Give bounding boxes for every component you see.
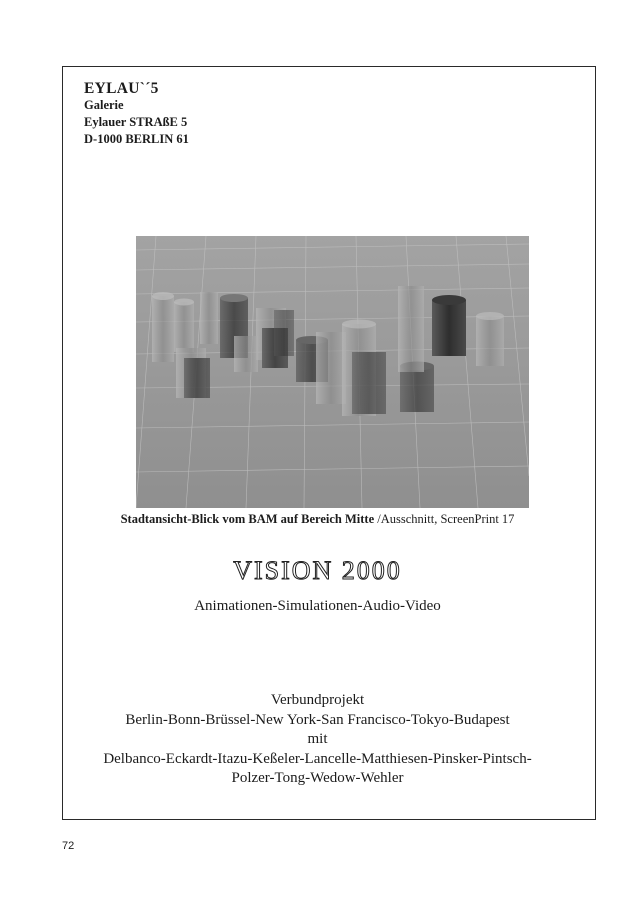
gallery-street: Eylauer STRAßE 5 <box>84 115 188 129</box>
caption-main: Stadtansicht-Blick vom BAM auf Bereich Mitte <box>120 512 375 526</box>
page-number: 72 <box>62 840 75 852</box>
project-connector: mit <box>307 731 328 747</box>
project-heading: Verbundprojekt <box>270 692 365 708</box>
gallery-city: D-1000 BERLIN 61 <box>84 132 189 146</box>
vision-title: VISION 2000 <box>233 556 402 585</box>
gallery-type: Galerie <box>84 98 124 112</box>
image-caption <box>0 512 635 527</box>
project-cities: Berlin-Bonn-Brüssel-New York-San Francisco-Tokyo-Budapest <box>125 711 510 728</box>
project-artists-line2: Polzer-Tong-Wedow-Wehler <box>231 770 404 786</box>
project-artists-line1: Delbanco-Eckardt-Itazu-Keßeler-Lancelle-Matthiesen-Pinsker-Pintsch- <box>103 750 532 767</box>
city-view-image <box>136 236 529 508</box>
project-block <box>0 691 635 789</box>
gallery-address <box>84 80 189 148</box>
gallery-name: EYLAU`´5 <box>84 80 159 97</box>
city-cylinders-render <box>136 236 529 508</box>
caption-sub: /Ausschnitt, ScreenPrint 17 <box>377 512 515 526</box>
vision-subtitle: Animationen-Simulationen-Audio-Video <box>194 598 441 614</box>
